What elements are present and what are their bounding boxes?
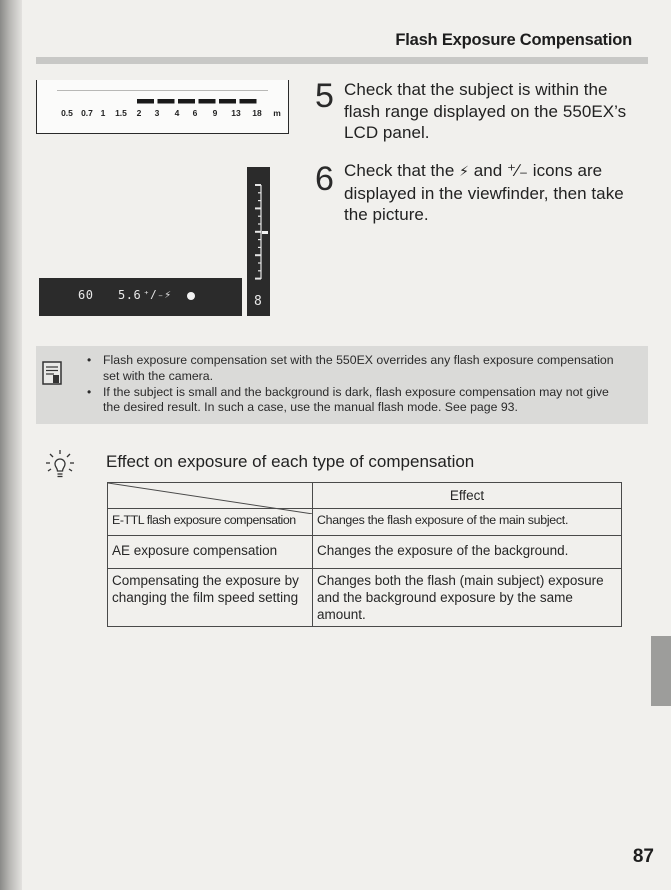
note-list	[86, 353, 626, 416]
book-spine-shadow	[0, 0, 22, 890]
viewfinder-fec-flash-icons: ⁺∕₋⚡	[143, 288, 172, 301]
range-bar-segment	[219, 99, 236, 104]
table-row	[108, 569, 622, 627]
range-tick-label: 2	[136, 108, 142, 118]
viewfinder-shutter-speed: 60	[78, 288, 94, 302]
note-item: • If the subject is small and the background is dark, flash exposure compensation may not give the desired result. In such a case, use the manual flash mode. See page 93.	[86, 385, 626, 417]
light-bulb-icon	[45, 449, 75, 486]
flash-exposure-compensation-icon: ⁺∕₋	[507, 161, 528, 180]
table-header-row	[108, 483, 622, 509]
range-tick-label: 1.5	[115, 108, 127, 118]
header-rule	[36, 57, 648, 64]
range-tick-label: 6	[192, 108, 198, 118]
range-tick-label: 9	[212, 108, 218, 118]
page-number: 87	[632, 846, 654, 867]
range-tick-label: m	[273, 108, 281, 118]
viewfinder-frame-counter: 8	[254, 294, 262, 309]
viewfinder-aperture: 5.6	[118, 288, 142, 302]
table-header-effect: Effect	[313, 483, 622, 509]
note-item: • Flash exposure compensation set with the 550EX overrides any flash exposure compensation set with the camera.	[86, 353, 626, 385]
step-text: Check that the subject is within the flash range displayed on the 550EX’s LCD panel.	[344, 80, 627, 142]
range-tick-label: 13	[231, 108, 241, 118]
exposure-level-indicator	[262, 231, 268, 234]
step-text-segment: and	[468, 161, 508, 180]
table-diagonal-line	[108, 483, 313, 514]
step-number: 6	[315, 160, 334, 198]
range-tick-label: 3	[154, 108, 160, 118]
compensation-effect-table	[107, 482, 622, 627]
note-memo-icon	[42, 361, 62, 385]
range-tick-label: 0.7	[81, 108, 93, 118]
chapter-thumb-tab	[651, 636, 671, 706]
flash-icon: ⚡	[459, 163, 469, 179]
range-scale-graphic	[37, 80, 290, 134]
range-tick-label: 4	[174, 108, 180, 118]
table-cell-type: Compensating the exposure by changing the film speed setting	[108, 569, 313, 627]
table-cell-effect: Changes both the flash (main subject) exposure and the background exposure by the same amount.	[313, 569, 622, 627]
range-bar-segment	[240, 99, 257, 104]
focus-confirmation-icon	[187, 292, 195, 300]
range-bar-segment	[137, 99, 154, 104]
table-cell-effect: Changes the exposure of the background.	[313, 536, 622, 569]
table-corner-cell	[108, 483, 313, 509]
range-tick-label: 0.5	[61, 108, 73, 118]
page-header-title: Flash Exposure Compensation	[395, 31, 632, 49]
table-cell-effect: Changes the flash exposure of the main subject.	[313, 509, 622, 536]
tip-title: Effect on exposure of each type of compensation	[106, 452, 475, 471]
range-bar-segment	[158, 99, 175, 104]
flash-range-lcd-panel	[36, 80, 289, 134]
range-bar-segment	[178, 99, 195, 104]
step-text-segment: Check that the	[344, 161, 460, 180]
step-text-segment: icons are displayed in the viewfinder, then take the picture.	[344, 161, 624, 224]
step-number: 5	[315, 77, 334, 115]
step-text	[344, 160, 634, 226]
table-cell-type: E-TTL flash exposure compensation	[108, 509, 313, 536]
table-row	[108, 536, 622, 569]
range-bar-segment	[199, 99, 216, 104]
range-tick-label: 18	[252, 108, 262, 118]
table-cell-type: AE exposure compensation	[108, 536, 313, 569]
range-tick-label: 1	[100, 108, 106, 118]
